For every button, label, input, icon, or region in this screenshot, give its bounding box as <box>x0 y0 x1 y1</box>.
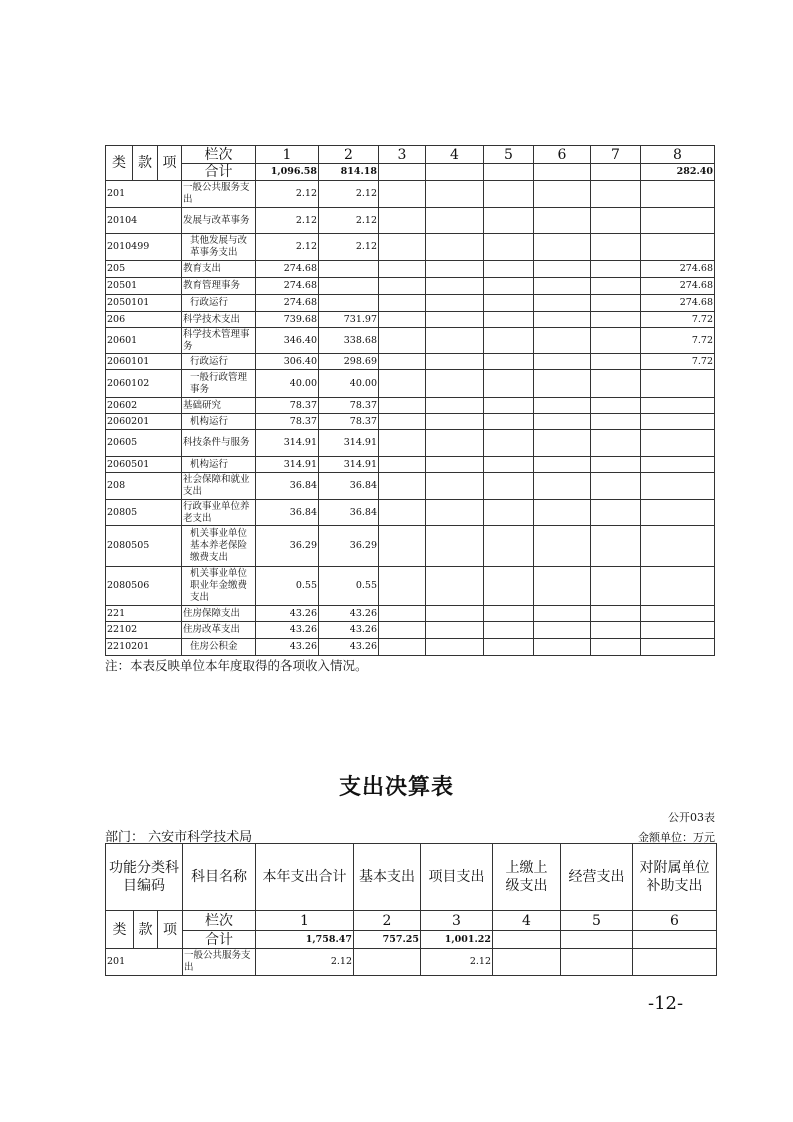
row-value <box>319 278 379 295</box>
row-value <box>426 278 484 295</box>
col-number: 3 <box>421 911 493 931</box>
table-row <box>106 414 715 430</box>
row-value <box>426 567 484 606</box>
row-value: 2.12 <box>319 181 379 208</box>
total-value: 1,758.47 <box>256 931 354 949</box>
row-value <box>379 295 426 312</box>
row-name: 机关事业单位职业年金缴费支出 <box>182 567 256 606</box>
row-value: 2.12 <box>421 949 493 976</box>
row-code: 2210201 <box>106 639 182 656</box>
row-value <box>534 526 591 567</box>
row-value <box>641 398 715 414</box>
row-value: 36.84 <box>256 500 319 526</box>
row-value <box>426 234 484 261</box>
row-value <box>426 354 484 370</box>
row-value <box>534 181 591 208</box>
row-value: 314.91 <box>256 430 319 457</box>
row-value <box>641 430 715 457</box>
row-value <box>379 526 426 567</box>
row-value <box>641 622 715 639</box>
row-value <box>591 312 641 328</box>
row-name: 住房改革支出 <box>182 622 256 639</box>
row-value: 2.12 <box>319 208 379 234</box>
row-value <box>426 622 484 639</box>
header-xiang: 项 <box>158 146 182 181</box>
total-value <box>493 931 561 949</box>
row-value <box>484 398 534 414</box>
row-value <box>534 354 591 370</box>
row-value: 2.12 <box>256 234 319 261</box>
row-value <box>484 312 534 328</box>
row-value <box>591 181 641 208</box>
table-row <box>106 500 715 526</box>
table-row <box>106 278 715 295</box>
row-value <box>426 398 484 414</box>
table-row <box>106 295 715 312</box>
row-value: 36.29 <box>319 526 379 567</box>
row-value <box>426 208 484 234</box>
row-value: 314.91 <box>256 457 319 473</box>
row-value <box>591 208 641 234</box>
row-name: 其他发展与改革事务支出 <box>182 234 256 261</box>
row-value <box>379 181 426 208</box>
row-code: 20602 <box>106 398 182 414</box>
row-value <box>484 261 534 278</box>
row-value <box>426 295 484 312</box>
table-row <box>106 398 715 414</box>
row-value <box>379 312 426 328</box>
col-number: 4 <box>426 146 484 164</box>
row-value <box>534 606 591 622</box>
row-value <box>591 278 641 295</box>
row-value: 274.68 <box>641 295 715 312</box>
row-value <box>319 261 379 278</box>
row-value <box>379 567 426 606</box>
row-value <box>484 208 534 234</box>
row-value: 43.26 <box>256 606 319 622</box>
amount-unit: 金额单位：万元 <box>638 831 715 844</box>
header-lei: 类 <box>106 146 133 181</box>
income-table <box>105 145 715 656</box>
table-row <box>106 181 715 208</box>
table-row <box>106 526 715 567</box>
row-value <box>591 414 641 430</box>
row-value <box>354 949 421 976</box>
table-row <box>106 234 715 261</box>
row-value <box>379 354 426 370</box>
row-code: 201 <box>106 181 182 208</box>
row-name: 行政运行 <box>182 295 256 312</box>
total-value <box>379 164 426 181</box>
row-code: 20605 <box>106 430 182 457</box>
col-number: 6 <box>633 911 717 931</box>
row-value <box>641 639 715 656</box>
row-value <box>379 328 426 354</box>
row-name: 社会保障和就业支出 <box>182 473 256 500</box>
row-value <box>534 414 591 430</box>
table-row <box>106 473 715 500</box>
row-value: 7.72 <box>641 354 715 370</box>
row-name: 机构运行 <box>182 414 256 430</box>
row-value: 36.84 <box>256 473 319 500</box>
col-number: 4 <box>493 911 561 931</box>
row-code: 2080505 <box>106 526 182 567</box>
row-value <box>591 370 641 398</box>
row-value <box>591 473 641 500</box>
row-code: 221 <box>106 606 182 622</box>
row-value: 338.68 <box>319 328 379 354</box>
row-code: 2060101 <box>106 354 182 370</box>
row-name: 一般公共服务支出 <box>182 181 256 208</box>
row-value <box>319 295 379 312</box>
row-value <box>484 639 534 656</box>
row-value <box>591 500 641 526</box>
row-value: 2.12 <box>256 949 354 976</box>
header-heji: 合计 <box>183 931 256 949</box>
table-row <box>106 312 715 328</box>
row-name: 机构运行 <box>182 457 256 473</box>
row-value <box>426 370 484 398</box>
row-value <box>534 457 591 473</box>
row-value <box>379 457 426 473</box>
row-value <box>591 328 641 354</box>
col-number: 6 <box>534 146 591 164</box>
total-value <box>633 931 717 949</box>
row-value: 36.84 <box>319 473 379 500</box>
row-value <box>641 457 715 473</box>
row-value <box>379 261 426 278</box>
row-value <box>591 430 641 457</box>
row-value <box>534 208 591 234</box>
col-number: 5 <box>561 911 633 931</box>
row-value <box>534 328 591 354</box>
row-value <box>591 234 641 261</box>
row-value <box>534 261 591 278</box>
row-value <box>591 622 641 639</box>
row-code: 2010499 <box>106 234 182 261</box>
row-value <box>426 430 484 457</box>
row-code: 2060201 <box>106 414 182 430</box>
row-value <box>426 312 484 328</box>
row-value <box>484 278 534 295</box>
row-value <box>534 430 591 457</box>
row-value: 78.37 <box>319 414 379 430</box>
row-value: 306.40 <box>256 354 319 370</box>
row-value <box>641 606 715 622</box>
row-value <box>426 328 484 354</box>
row-value <box>641 208 715 234</box>
row-value <box>484 473 534 500</box>
row-value <box>641 473 715 500</box>
table-row <box>106 430 715 457</box>
row-value: 7.72 <box>641 312 715 328</box>
col-number: 8 <box>641 146 715 164</box>
row-value <box>534 622 591 639</box>
row-value <box>426 414 484 430</box>
department: 部门： 六安市科学技术局 <box>105 830 253 845</box>
table-number: 公开03表 <box>668 811 715 824</box>
row-value: 43.26 <box>319 606 379 622</box>
header-kuan: 款 <box>133 146 158 181</box>
header-kuan: 款 <box>134 911 158 949</box>
row-value <box>591 398 641 414</box>
table-row <box>106 606 715 622</box>
col-title: 经营支出 <box>561 844 633 911</box>
total-value <box>561 931 633 949</box>
row-value <box>484 234 534 261</box>
row-value <box>591 261 641 278</box>
row-value <box>484 430 534 457</box>
row-value: 274.68 <box>256 261 319 278</box>
row-value: 0.55 <box>256 567 319 606</box>
row-value: 40.00 <box>256 370 319 398</box>
row-code: 22102 <box>106 622 182 639</box>
row-code: 20601 <box>106 328 182 354</box>
table-row <box>106 328 715 354</box>
header-code: 功能分类科目编码 <box>106 844 183 911</box>
total-value <box>484 164 534 181</box>
col-number: 1 <box>256 146 319 164</box>
row-value <box>591 606 641 622</box>
expense-table <box>105 843 717 976</box>
header-lanci: 栏次 <box>183 911 256 931</box>
row-name: 科学技术管理事务 <box>182 328 256 354</box>
col-title: 项目支出 <box>421 844 493 911</box>
row-value: 7.72 <box>641 328 715 354</box>
total-value: 1,096.58 <box>256 164 319 181</box>
row-value <box>379 414 426 430</box>
row-name: 科技条件与服务 <box>182 430 256 457</box>
row-code: 205 <box>106 261 182 278</box>
row-value <box>591 526 641 567</box>
row-value <box>379 500 426 526</box>
row-value: 78.37 <box>256 398 319 414</box>
col-number: 1 <box>256 911 354 931</box>
row-value: 40.00 <box>319 370 379 398</box>
row-name: 一般公共服务支出 <box>183 949 256 976</box>
col-number: 2 <box>354 911 421 931</box>
header-heji: 合计 <box>182 164 256 181</box>
row-value: 274.68 <box>641 278 715 295</box>
total-value <box>534 164 591 181</box>
row-name: 住房保障支出 <box>182 606 256 622</box>
table-row <box>106 354 715 370</box>
row-value <box>484 567 534 606</box>
row-value <box>484 526 534 567</box>
row-value <box>484 606 534 622</box>
total-value <box>591 164 641 181</box>
row-value <box>379 208 426 234</box>
table-row <box>106 208 715 234</box>
row-value: 2.12 <box>319 234 379 261</box>
row-value: 739.68 <box>256 312 319 328</box>
col-title: 本年支出合计 <box>256 844 354 911</box>
row-value <box>379 639 426 656</box>
total-value <box>426 164 484 181</box>
col-number: 3 <box>379 146 426 164</box>
table-row <box>106 261 715 278</box>
row-value: 731.97 <box>319 312 379 328</box>
row-value <box>561 949 633 976</box>
row-value <box>534 370 591 398</box>
row-value: 346.40 <box>256 328 319 354</box>
row-value <box>534 500 591 526</box>
row-value <box>426 639 484 656</box>
row-value: 274.68 <box>641 261 715 278</box>
row-value: 314.91 <box>319 457 379 473</box>
row-value <box>534 398 591 414</box>
row-value <box>484 414 534 430</box>
row-value <box>534 234 591 261</box>
col-title: 上缴上级支出 <box>493 844 561 911</box>
row-value <box>633 949 717 976</box>
total-value: 1,001.22 <box>421 931 493 949</box>
row-name: 教育管理事务 <box>182 278 256 295</box>
col-number: 2 <box>319 146 379 164</box>
row-name: 行政事业单位养老支出 <box>182 500 256 526</box>
row-value: 36.29 <box>256 526 319 567</box>
total-value: 757.25 <box>354 931 421 949</box>
row-value: 298.69 <box>319 354 379 370</box>
row-value <box>641 567 715 606</box>
row-value <box>493 949 561 976</box>
row-value <box>426 500 484 526</box>
row-value <box>484 328 534 354</box>
row-value <box>641 181 715 208</box>
row-value <box>534 295 591 312</box>
row-value <box>534 312 591 328</box>
row-value <box>591 567 641 606</box>
page-number: -12- <box>648 993 684 1014</box>
row-name: 科学技术支出 <box>182 312 256 328</box>
total-value: 282.40 <box>641 164 715 181</box>
row-value <box>484 354 534 370</box>
row-value <box>426 261 484 278</box>
row-value <box>484 370 534 398</box>
row-value <box>379 234 426 261</box>
row-value <box>641 234 715 261</box>
row-value <box>484 500 534 526</box>
table-row <box>106 949 717 976</box>
row-value <box>641 370 715 398</box>
table-row <box>106 370 715 398</box>
row-name: 发展与改革事务 <box>182 208 256 234</box>
row-code: 20501 <box>106 278 182 295</box>
row-name: 一般行政管理事务 <box>182 370 256 398</box>
table-row <box>106 567 715 606</box>
row-code: 2080506 <box>106 567 182 606</box>
row-value <box>379 430 426 457</box>
row-name: 教育支出 <box>182 261 256 278</box>
row-value: 2.12 <box>256 208 319 234</box>
header-name: 科目名称 <box>183 844 256 911</box>
row-value: 43.26 <box>319 622 379 639</box>
row-value: 36.84 <box>319 500 379 526</box>
row-code: 20805 <box>106 500 182 526</box>
row-value <box>426 473 484 500</box>
col-title: 对附属单位补助支出 <box>633 844 717 911</box>
row-value: 0.55 <box>319 567 379 606</box>
row-value: 314.91 <box>319 430 379 457</box>
header-lei: 类 <box>106 911 134 949</box>
total-value: 814.18 <box>319 164 379 181</box>
row-value: 78.37 <box>256 414 319 430</box>
row-name: 基础研究 <box>182 398 256 414</box>
row-value <box>591 295 641 312</box>
row-value <box>484 622 534 639</box>
col-title: 基本支出 <box>354 844 421 911</box>
row-value <box>426 181 484 208</box>
row-code: 2060501 <box>106 457 182 473</box>
row-value <box>379 606 426 622</box>
row-code: 201 <box>106 949 183 976</box>
row-value <box>379 622 426 639</box>
row-code: 2060102 <box>106 370 182 398</box>
table-row <box>106 622 715 639</box>
table-row <box>106 639 715 656</box>
row-value <box>534 278 591 295</box>
row-value <box>484 181 534 208</box>
row-value: 274.68 <box>256 278 319 295</box>
row-code: 206 <box>106 312 182 328</box>
page-title: 支出决算表 <box>338 775 454 800</box>
table-note: 注：本表反映单位本年度取得的各项收入情况。 <box>105 658 368 673</box>
row-value: 2.12 <box>256 181 319 208</box>
row-value <box>641 500 715 526</box>
row-name: 机关事业单位基本养老保险缴费支出 <box>182 526 256 567</box>
header-lanci: 栏次 <box>182 146 256 164</box>
row-value <box>641 526 715 567</box>
row-value <box>534 639 591 656</box>
row-code: 208 <box>106 473 182 500</box>
row-value: 78.37 <box>319 398 379 414</box>
row-value: 43.26 <box>256 639 319 656</box>
row-value: 43.26 <box>319 639 379 656</box>
table-row <box>106 457 715 473</box>
row-value <box>591 639 641 656</box>
row-value <box>379 473 426 500</box>
row-value <box>591 457 641 473</box>
row-code: 20104 <box>106 208 182 234</box>
col-number: 7 <box>591 146 641 164</box>
col-number: 5 <box>484 146 534 164</box>
row-value <box>379 278 426 295</box>
row-value <box>426 526 484 567</box>
row-value <box>534 473 591 500</box>
row-value <box>534 567 591 606</box>
row-name: 住房公积金 <box>182 639 256 656</box>
row-value <box>591 354 641 370</box>
row-name: 行政运行 <box>182 354 256 370</box>
row-value <box>379 370 426 398</box>
row-value <box>484 457 534 473</box>
row-value <box>426 606 484 622</box>
row-code: 2050101 <box>106 295 182 312</box>
row-value: 43.26 <box>256 622 319 639</box>
row-value <box>484 295 534 312</box>
row-value <box>641 414 715 430</box>
row-value <box>426 457 484 473</box>
header-xiang: 项 <box>158 911 183 949</box>
row-value: 274.68 <box>256 295 319 312</box>
row-value <box>379 398 426 414</box>
